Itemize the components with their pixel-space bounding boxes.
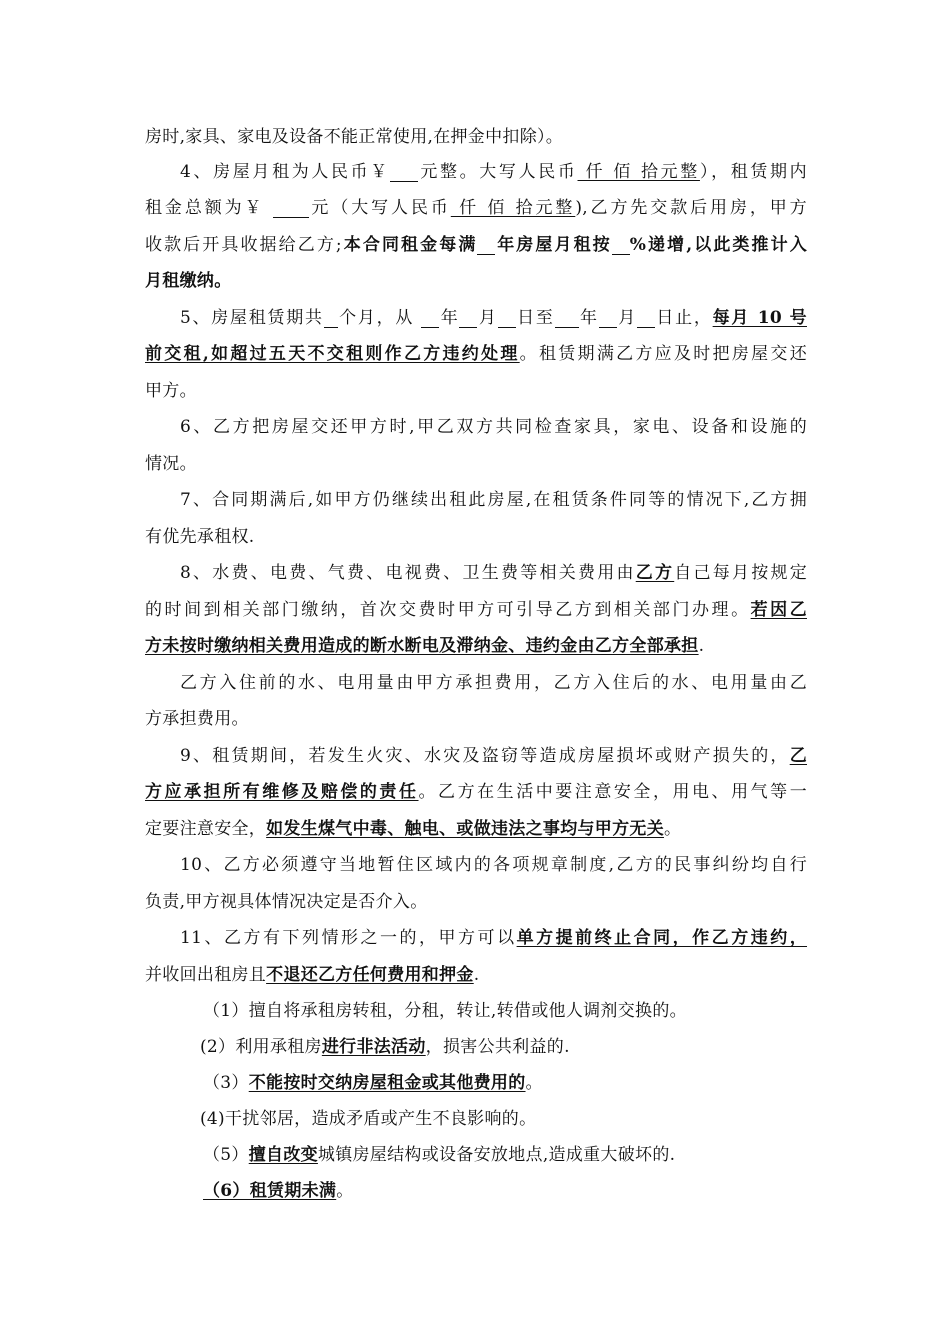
text-segment: 方承担费用。 (145, 709, 249, 729)
clause-4-line-3 (145, 233, 807, 257)
text-segment: 9、租赁期间，若发生火灾、水灾及盗窃等造成房屋损坏或财产损失的， (180, 746, 790, 766)
emphasized-text: 本合同租金每满 (341, 235, 478, 255)
emphasized-text: %递增,以此类推计入 (629, 235, 807, 255)
emphasized-text: 进行非法活动 (321, 1037, 426, 1057)
clause-11-item-2 (200, 1035, 570, 1059)
fill-in-blank (477, 236, 495, 255)
emphasized-text: 乙方 (635, 563, 675, 583)
text-segment: 房时,家具、家电及设备不能正常使用,在押金中扣除）。 (145, 127, 564, 147)
text-segment: (2）利用承租房 (200, 1037, 322, 1057)
text-segment: 。租赁期满乙方应及时把房屋交还 (519, 344, 807, 364)
fill-in-blank (421, 309, 439, 328)
fill-in-blank (498, 309, 516, 328)
clause-7-line-1 (180, 488, 807, 512)
clause-5-line-2 (145, 342, 807, 366)
clause-11-item-3 (203, 1071, 543, 1095)
text-segment: 定要注意安全， (145, 819, 267, 839)
clause-11-item-6 (203, 1179, 354, 1203)
emphasized-text: 年房屋月租按 (495, 235, 612, 255)
text-segment: . (473, 965, 480, 985)
text-segment: 8、水费、电费、气费、电视费、卫生费等相关费用由 (180, 563, 636, 583)
emphasized-text: （6）租赁期未满 (203, 1181, 337, 1201)
text-segment: 负责,甲方视具体情况决定是否介入。 (145, 892, 428, 912)
text-segment: 6、乙方把房屋交还甲方时,甲乙双方共同检查家具，家电、设备和设施的 (180, 417, 807, 437)
clause-4-line-4 (145, 269, 232, 293)
text-segment: 11、乙方有下列情形之一的，甲方可以 (180, 928, 517, 948)
text-segment: 有优先承租权. (145, 527, 255, 547)
emphasized-text: 擅自改变 (248, 1145, 318, 1165)
text-segment: ，损害公共利益的. (425, 1037, 570, 1057)
fill-in-blank (324, 309, 338, 328)
clause-6-line-2 (145, 452, 197, 476)
text-segment: ），租赁期内 (699, 162, 807, 182)
fill-in-blank (637, 309, 655, 328)
emphasized-text: 月租缴纳。 (145, 271, 232, 291)
emphasized-text: 方未按时缴纳相关费用造成的断水断电及滞纳金、违约金由乙方全部承担 (145, 636, 699, 656)
text-segment: 情况。 (145, 454, 197, 474)
clause-8-note-line-1 (180, 671, 807, 695)
text-segment: 。乙方在生活中要注意安全，用电、用气等一 (418, 782, 808, 802)
text-segment: 自己每月按规定 (674, 563, 807, 583)
fill-in-blank (459, 309, 477, 328)
text-segment: 。 (664, 819, 682, 839)
text-segment: 元（大写人民币 (308, 198, 451, 218)
clause-11-item-5 (203, 1143, 675, 1167)
text-segment: 收款后开具收据给乙方; (145, 235, 342, 255)
text-segment: 4、房屋月租为人民币￥ (180, 162, 390, 182)
emphasized-text: 方应承担所有维修及赔偿的责任 (145, 782, 419, 802)
text-line (145, 125, 563, 149)
clause-10-line-1 (180, 853, 807, 877)
emphasized-text: 每月 10 号 (712, 308, 807, 328)
emphasized-text: 如发生煤气中毒、触电、或做违法之事均与甲方无关 (266, 819, 665, 839)
fill-in-blank (273, 199, 309, 218)
emphasized-text: 不能按时交纳房屋租金或其他费用的 (248, 1073, 526, 1093)
text-segment: 城镇房屋结构或设备安放地点,造成重大破坏的. (317, 1145, 676, 1165)
text-segment: 10、乙方必须遵守当地暂住区域内的各项规章制度,乙方的民事纠纷均自行 (180, 855, 807, 875)
emphasized-text: 若因乙 (750, 600, 807, 620)
text-segment: 乙方入住前的水、电用量由甲方承担费用，乙方入住后的水、电用量由乙 (180, 673, 807, 693)
clause-8-line-1 (180, 561, 807, 585)
text-segment: 5、房屋租赁期共 (180, 308, 324, 328)
text-segment: （1）擅自将承租房转租，分租，转让,转借或他人调剂交换的。 (203, 1001, 687, 1021)
fill-in-blank (390, 163, 418, 182)
emphasized-text: 乙 (789, 746, 807, 766)
fill-in-blank (599, 309, 617, 328)
clause-11-line-2 (145, 963, 479, 987)
emphasized-text: 仟 佰 拾元整 (577, 162, 700, 182)
clause-8-note-line-2 (145, 707, 249, 731)
text-segment: 年 (578, 308, 599, 328)
clause-4-line-2 (145, 196, 807, 220)
text-segment: 日止， (654, 308, 713, 328)
text-segment: （3） (203, 1073, 249, 1093)
clause-11-item-4 (200, 1107, 536, 1131)
text-segment: 。 (336, 1181, 354, 1201)
text-segment: 月 (616, 308, 637, 328)
text-segment: 年 (439, 308, 460, 328)
text-segment: 甲方。 (145, 381, 197, 401)
text-segment: ),乙方先交款后用房，甲方 (575, 198, 807, 218)
fill-in-blank (612, 236, 630, 255)
clause-6-line-1 (180, 415, 807, 439)
text-segment: 月 (477, 308, 498, 328)
clause-11-line-1 (180, 926, 807, 950)
emphasized-text: 单方提前终止合同，作乙方违约， (516, 928, 808, 948)
emphasized-text: 前交租,如超过五天不交租则作乙方违约处理 (145, 344, 520, 364)
text-segment: （5） (203, 1145, 249, 1165)
text-segment: 日至 (515, 308, 555, 328)
text-segment: 7、合同期满后,如甲方仍继续出租此房屋,在租赁条件同等的情况下,乙方拥 (180, 490, 807, 510)
clause-10-line-2 (145, 890, 428, 914)
emphasized-text: 不退还乙方任何费用和押金 (266, 965, 474, 985)
clause-8-line-2 (145, 598, 807, 622)
clause-11-item-1 (203, 999, 687, 1023)
text-segment: 。 (525, 1073, 543, 1093)
text-segment: . (698, 636, 705, 656)
fill-in-blank (555, 309, 579, 328)
emphasized-text: 仟 佰 拾元整 (450, 198, 576, 218)
clause-4-line-1 (180, 160, 807, 184)
clause-8-line-3 (145, 634, 704, 658)
clause-9-line-3 (145, 817, 681, 841)
clause-9-line-1 (180, 744, 807, 768)
text-segment: 元整。大写人民币 (417, 162, 578, 182)
clause-9-line-2 (145, 780, 807, 804)
clause-5-line-3 (145, 379, 197, 403)
clause-7-line-2 (145, 525, 255, 549)
text-segment: 并收回出租房且 (145, 965, 267, 985)
text-segment: 个月，从 (337, 308, 422, 328)
text-segment: 租金总额为￥ (145, 198, 273, 218)
text-segment: 的时间到相关部门缴纳，首次交费时甲方可引导乙方到相关部门办理。 (145, 600, 751, 620)
text-segment: (4)干扰邻居，造成矛盾或产生不良影响的。 (200, 1109, 537, 1129)
clause-5-line-1 (180, 306, 807, 330)
